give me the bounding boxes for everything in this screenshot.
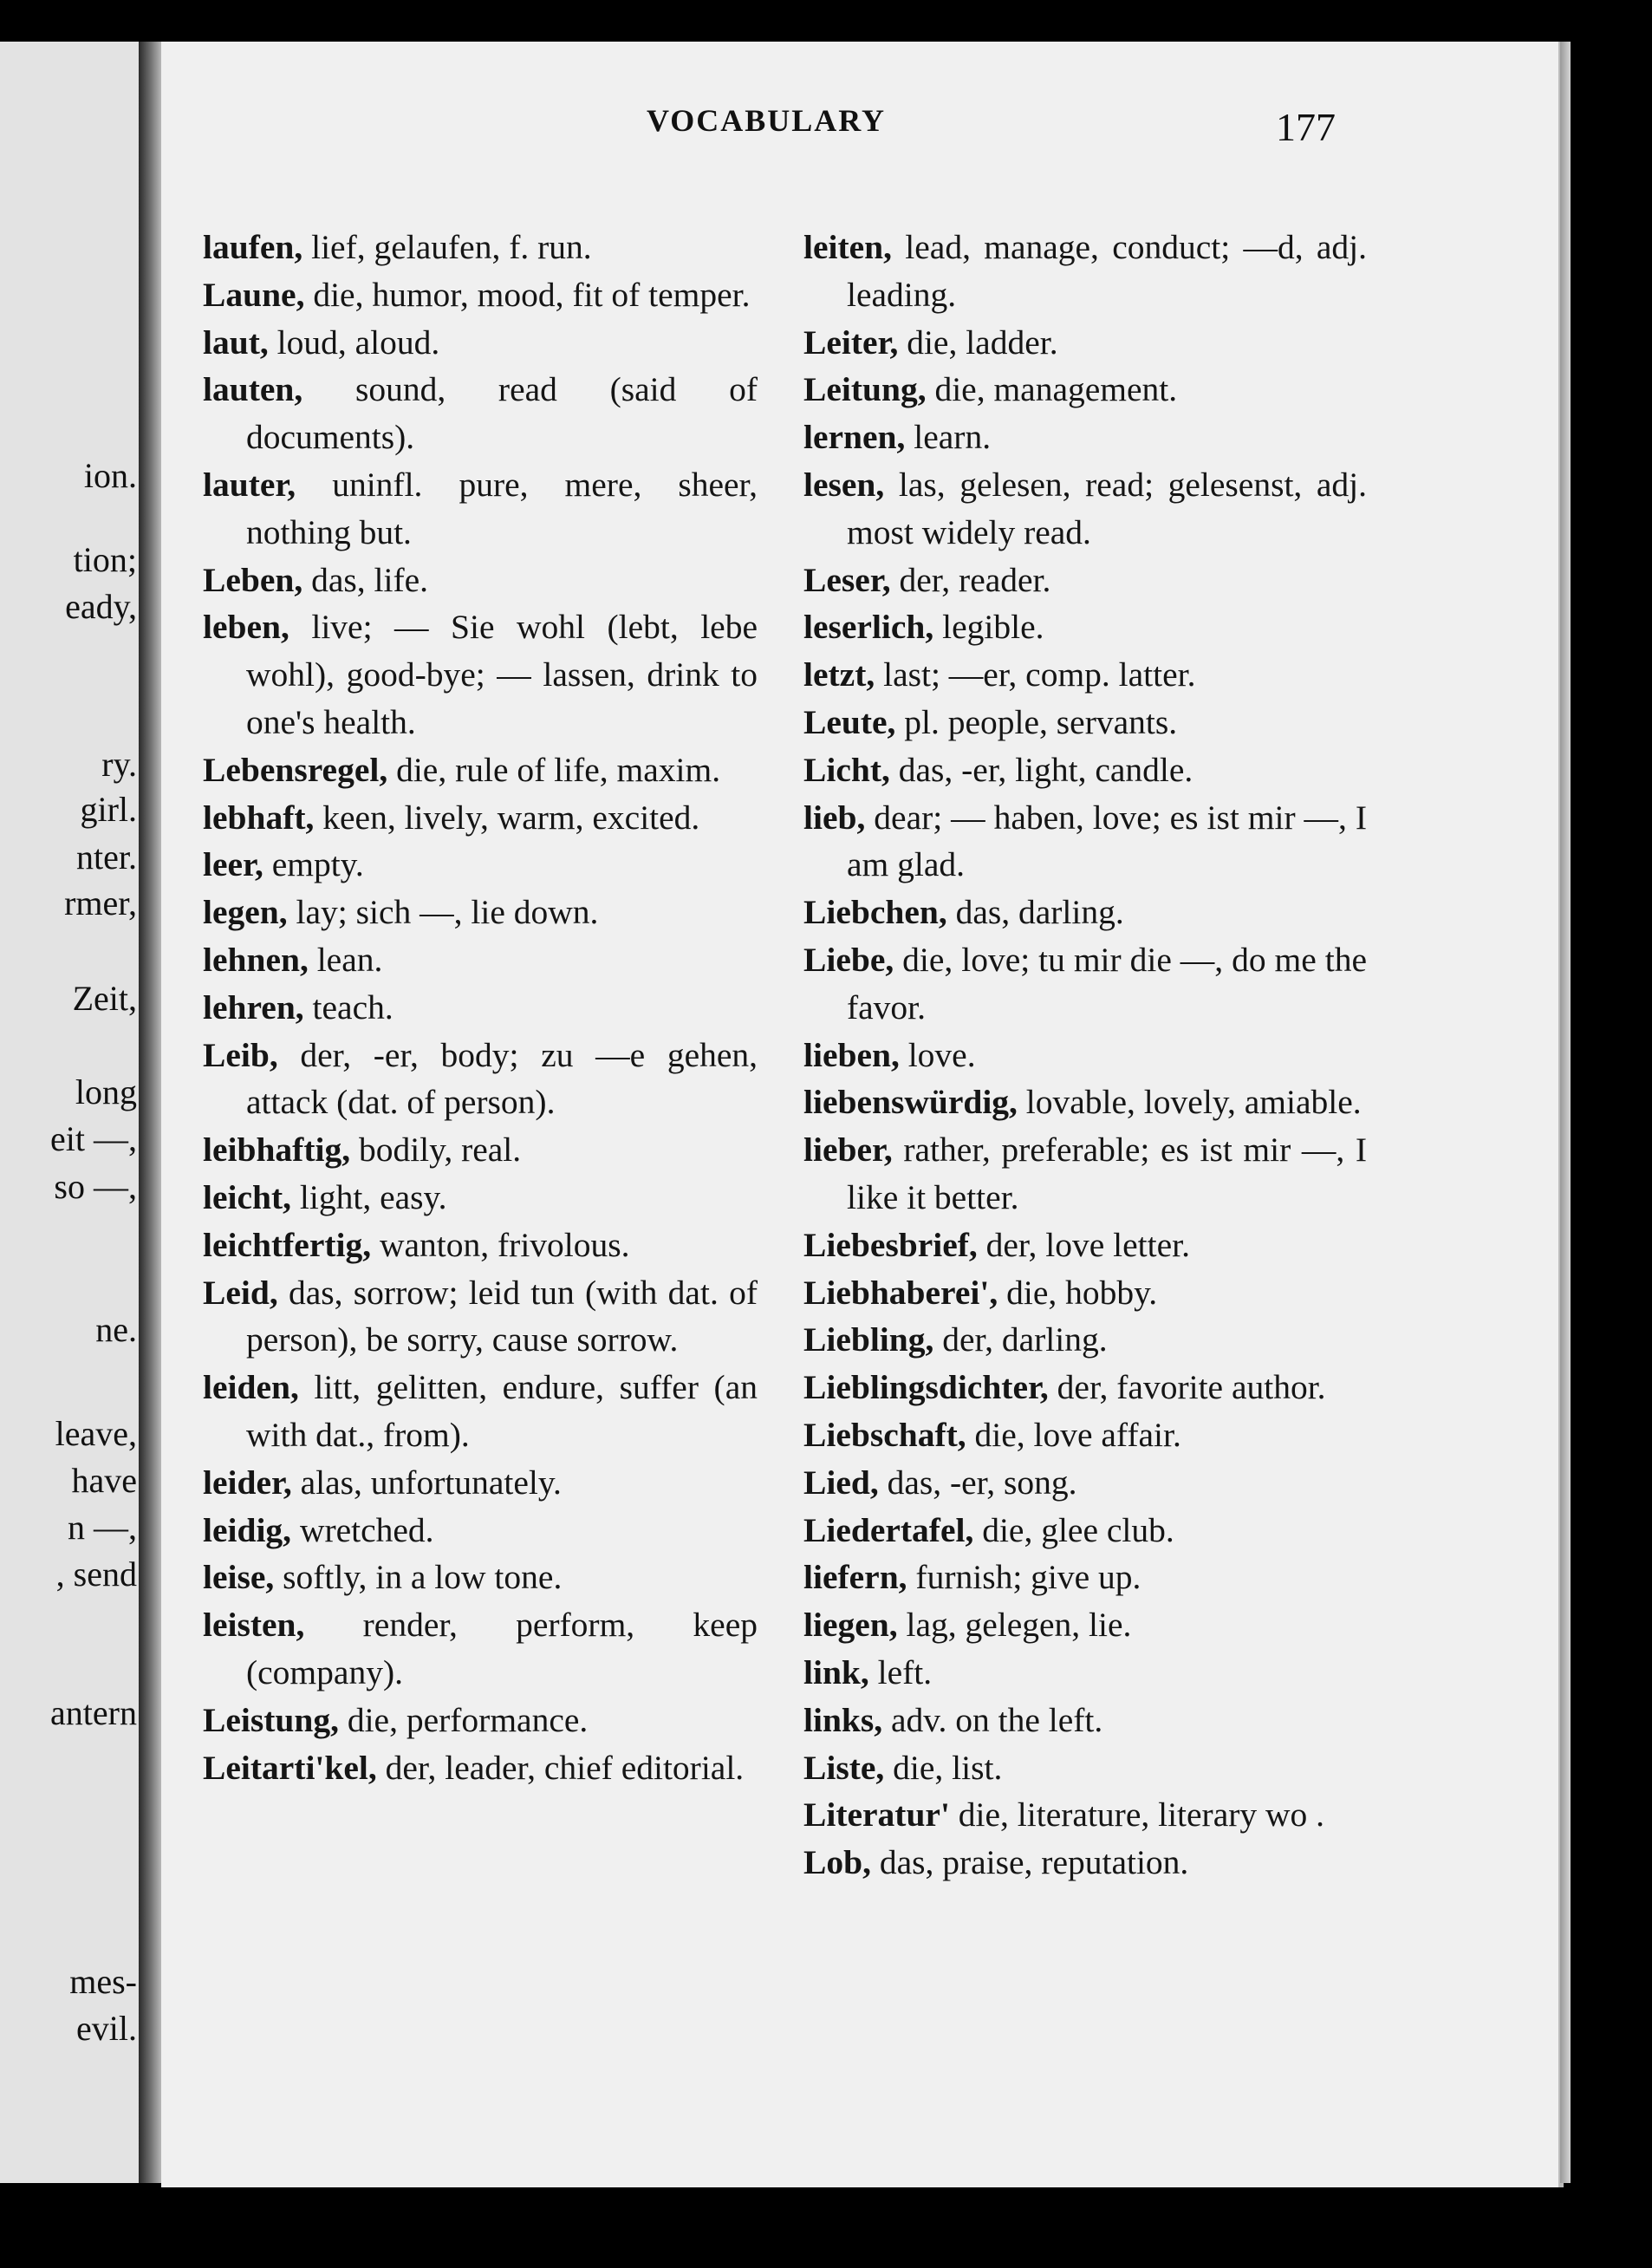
entry-headword: lernen, [803, 418, 906, 457]
vocab-entry [203, 794, 758, 842]
previous-page-text-fragment: have [71, 1461, 137, 1500]
previous-page-text-fragment: so —, [54, 1167, 137, 1206]
entry-headword: leiden, [203, 1368, 299, 1407]
previous-page-text-fragment: leave, [55, 1414, 137, 1453]
entry-headword: leider, [203, 1463, 292, 1502]
vocab-entry [803, 794, 1367, 890]
vocab-entry [803, 1411, 1367, 1459]
previous-page-text-fragment: antern [50, 1693, 137, 1732]
vocab-entry [803, 1649, 1367, 1697]
vocab-entry [803, 651, 1367, 699]
entry-definition: der, love letter. [985, 1225, 1190, 1264]
entry-headword: Liebchen, [803, 893, 947, 932]
vocab-entry [803, 224, 1367, 319]
entry-definition: loud, aloud. [276, 323, 440, 362]
entry-headword: leserlich, [803, 608, 934, 647]
vocab-entry [203, 984, 758, 1032]
entry-headword: leer, [203, 845, 263, 884]
entry-definition: learn. [914, 418, 992, 457]
previous-page-text-fragment: rmer, [64, 883, 137, 922]
entry-headword: Leitarti'kel, [203, 1748, 377, 1787]
page-number: 177 [1276, 105, 1336, 149]
previous-page-text-fragment: n —, [68, 1508, 137, 1547]
vocab-entry [203, 936, 758, 984]
vocab-entry [203, 1697, 758, 1744]
entry-definition: lead, manage, conduct; —d, adj. leading. [847, 228, 1367, 314]
entry-definition: wanton, frivolous. [379, 1225, 630, 1264]
previous-page-text-fragment: tion; [73, 540, 137, 579]
entry-headword: leben, [203, 608, 289, 647]
entry-definition: die, performance. [347, 1700, 589, 1739]
vocab-entry [203, 1222, 758, 1269]
entry-definition: render, perform, keep (company). [246, 1606, 758, 1691]
entry-headword: links, [803, 1700, 883, 1739]
entry-definition: die, management. [934, 370, 1178, 409]
previous-page-text-fragment: long [75, 1072, 137, 1111]
entry-headword: Liebe, [803, 940, 894, 979]
vocab-entry [803, 1744, 1367, 1792]
vocab-entry [803, 1222, 1367, 1269]
entry-headword: link, [803, 1652, 869, 1691]
entry-definition: der, reader. [899, 560, 1051, 599]
entry-headword: Leser, [803, 560, 891, 599]
vocab-entry [803, 603, 1367, 651]
vocab-entry [803, 1697, 1367, 1744]
entry-headword: Liedertafel, [803, 1510, 974, 1549]
vocab-entry [203, 224, 758, 271]
vocab-entry [203, 1126, 758, 1174]
entry-headword: Leben, [203, 560, 303, 599]
vocab-entry [203, 1269, 758, 1365]
vocab-entry [803, 1269, 1367, 1317]
entry-headword: lauter, [203, 465, 296, 504]
vocab-entry [803, 1316, 1367, 1364]
entry-definition: litt, gelitten, endure, suffer (an with dat., from). [246, 1368, 758, 1454]
entry-headword: lesen, [803, 465, 885, 504]
entry-headword: Liste, [803, 1748, 885, 1787]
entry-definition: legible. [942, 608, 1044, 647]
entry-definition: die, literature, literary wo . [958, 1796, 1325, 1835]
entry-headword: Literatur' [803, 1796, 950, 1835]
vocab-entry [803, 366, 1367, 414]
entry-headword: Leitung, [803, 370, 927, 409]
entry-headword: Lied, [803, 1463, 879, 1502]
page-header-title: VOCABULARY [647, 103, 887, 138]
entry-definition: wretched. [299, 1510, 434, 1549]
entry-definition: las, gelesen, read; gelesenst, adj. most widely read. [847, 465, 1368, 551]
entry-headword: lieber, [803, 1131, 893, 1170]
entry-definition: love. [907, 1035, 976, 1074]
entry-headword: Lebensregel, [203, 750, 388, 789]
entry-headword: lieben, [803, 1035, 900, 1074]
vocab-entry [803, 1126, 1367, 1222]
previous-page-text-fragment: mes- [69, 1962, 137, 2001]
entry-definition: die, glee club. [982, 1510, 1174, 1549]
vocab-entry [203, 461, 758, 557]
entry-definition: die, list. [893, 1748, 1003, 1787]
entry-definition: adv. on the left. [891, 1700, 1103, 1739]
entry-headword: Laune, [203, 275, 305, 314]
entry-definition: die, love affair. [974, 1415, 1181, 1454]
entry-headword: Lieblingsdichter, [803, 1368, 1049, 1407]
entry-definition: lief, gelaufen, f. run. [311, 228, 592, 266]
entry-headword: laut, [203, 323, 269, 362]
entry-definition: alas, unfortunately. [300, 1463, 562, 1502]
previous-page-sliver [0, 42, 154, 2183]
vocab-entry [803, 936, 1367, 1032]
entry-definition: die, rule of life, maxim. [396, 750, 721, 789]
vocab-entry [803, 1032, 1367, 1079]
entry-definition: der, favorite author. [1057, 1368, 1326, 1407]
entry-headword: Leiter, [803, 323, 899, 362]
previous-page-text-fragment: ion. [83, 456, 137, 495]
entry-definition: die, ladder. [907, 323, 1058, 362]
entry-headword: leise, [203, 1558, 275, 1597]
entry-definition: rather, preferable; es ist mir —, I like it better. [847, 1131, 1367, 1216]
entry-headword: leisten, [203, 1606, 305, 1645]
entry-headword: letzt, [803, 655, 875, 694]
vocab-entry [203, 1174, 758, 1222]
vocab-entry [203, 841, 758, 889]
previous-page-text-fragment: eady, [65, 587, 137, 626]
entry-headword: liegen, [803, 1606, 898, 1645]
entry-definition: live; — Sie wohl (lebt, lebe wohl), good-bye; — lassen, drink to one's health. [246, 608, 758, 741]
entry-headword: lieb, [803, 798, 866, 837]
vocab-entry [803, 1791, 1367, 1839]
dictionary-page [161, 42, 1564, 2187]
entry-headword: Liebling, [803, 1320, 934, 1359]
previous-page-text-fragment: ry. [101, 745, 137, 784]
previous-page-text-fragment: ne. [95, 1310, 137, 1349]
vocab-entry [803, 889, 1367, 936]
entry-definition: der, -er, body; zu —e gehen, attack (dat. of person). [246, 1035, 758, 1122]
vocab-entry [203, 1601, 758, 1697]
vocab-entry [803, 1459, 1367, 1507]
entry-definition: teach. [312, 987, 393, 1026]
entry-definition: die, love; tu mir die —, do me the favor. [847, 940, 1367, 1026]
entry-definition: empty. [271, 845, 364, 884]
entry-headword: Liebesbrief, [803, 1225, 978, 1264]
entry-headword: Leistung, [203, 1700, 339, 1739]
entry-headword: liebenswürdig, [803, 1083, 1018, 1122]
vocab-entry [803, 1601, 1367, 1649]
vocab-entry [803, 1507, 1367, 1554]
entry-definition: der, darling. [942, 1320, 1108, 1359]
entry-definition: furnish; give up. [915, 1558, 1141, 1597]
entry-headword: lehnen, [203, 940, 309, 979]
entry-headword: legen, [203, 893, 288, 932]
vocab-entry [803, 699, 1367, 746]
entry-definition: left. [877, 1652, 933, 1691]
previous-page-text-fragment: nter. [76, 837, 137, 877]
entry-headword: lebhaft, [203, 798, 315, 837]
entry-headword: Liebhaberei', [803, 1273, 998, 1312]
entry-definition: bodily, real. [358, 1131, 522, 1170]
previous-page-text-fragment: girl. [80, 790, 137, 829]
entry-definition: die, hobby. [1006, 1273, 1158, 1312]
entry-headword: Leib, [203, 1035, 278, 1074]
vocabulary-column-left [203, 224, 758, 1791]
vocab-entry [203, 319, 758, 367]
entry-definition: last; —er, comp. latter. [883, 655, 1196, 694]
vocab-entry [803, 1554, 1367, 1601]
entry-headword: leibhaftig, [203, 1131, 351, 1170]
entry-headword: Lob, [803, 1843, 871, 1882]
vocab-entry [203, 603, 758, 746]
vocab-entry [203, 557, 758, 604]
entry-headword: laufen, [203, 228, 303, 266]
entry-headword: Licht, [803, 750, 890, 789]
entry-headword: leichtfertig, [203, 1225, 372, 1264]
vocab-entry [803, 319, 1367, 367]
previous-page-text-fragment: Zeit, [72, 979, 137, 1018]
vocab-entry [203, 1032, 758, 1127]
entry-headword: lauten, [203, 370, 303, 409]
entry-definition: das, life. [311, 560, 429, 599]
entry-definition: softly, in a low tone. [283, 1558, 563, 1597]
vocabulary-column-right [803, 224, 1367, 1887]
entry-definition: keen, lively, warm, excited. [322, 798, 700, 837]
entry-definition: uninfl. pure, mere, sheer, nothing but. [246, 465, 758, 551]
vocab-entry [803, 746, 1367, 794]
vocab-entry [203, 889, 758, 936]
entry-headword: leidig, [203, 1510, 292, 1549]
vocab-entry [203, 746, 758, 794]
entry-headword: leiten, [803, 228, 893, 266]
entry-definition: pl. people, servants. [904, 702, 1178, 741]
entry-definition: lay; sich —, lie down. [296, 893, 599, 932]
vocab-entry [803, 414, 1367, 461]
entry-definition: light, easy. [299, 1177, 447, 1216]
entry-definition: das, -er, song. [887, 1463, 1077, 1502]
entry-definition: sound, read (said of documents). [246, 370, 758, 457]
vocab-entry [203, 271, 758, 319]
vocab-entry [203, 1554, 758, 1601]
entry-headword: leicht, [203, 1177, 292, 1216]
vocab-entry [803, 461, 1367, 557]
page-edge [1560, 42, 1571, 2183]
previous-page-text-fragment: eit —, [50, 1119, 137, 1158]
vocab-entry [203, 1459, 758, 1507]
vocab-entry [803, 557, 1367, 604]
entry-definition: der, leader, chief editorial. [385, 1748, 745, 1787]
entry-headword: lehren, [203, 987, 304, 1026]
entry-definition: lovable, lovely, amiable. [1025, 1083, 1362, 1122]
entry-definition: lag, gelegen, lie. [906, 1606, 1132, 1645]
vocab-entry [203, 366, 758, 461]
entry-definition: dear; — haben, love; es ist mir —, I am glad. [847, 798, 1368, 884]
vocab-entry [203, 1364, 758, 1459]
entry-headword: liefern, [803, 1558, 907, 1597]
entry-definition: das, sorrow; leid tun (with dat. of person), be sorry, cause sorrow. [246, 1273, 758, 1359]
vocab-entry [203, 1507, 758, 1554]
vocab-entry [203, 1744, 758, 1792]
entry-definition: das, praise, reputation. [879, 1843, 1189, 1882]
entry-definition: das, -er, light, candle. [898, 750, 1193, 789]
vocab-entry [803, 1079, 1367, 1126]
entry-headword: Liebschaft, [803, 1415, 966, 1454]
entry-headword: Leute, [803, 702, 896, 741]
entry-definition: das, darling. [955, 893, 1124, 932]
entry-definition: lean. [316, 940, 383, 979]
vocab-entry [803, 1839, 1367, 1887]
previous-page-text-fragment: evil. [76, 2009, 137, 2048]
previous-page-text-fragment: , send [55, 1554, 137, 1593]
vocab-entry [803, 1364, 1367, 1411]
entry-headword: Leid, [203, 1273, 278, 1312]
entry-definition: die, humor, mood, fit of temper. [313, 275, 751, 314]
